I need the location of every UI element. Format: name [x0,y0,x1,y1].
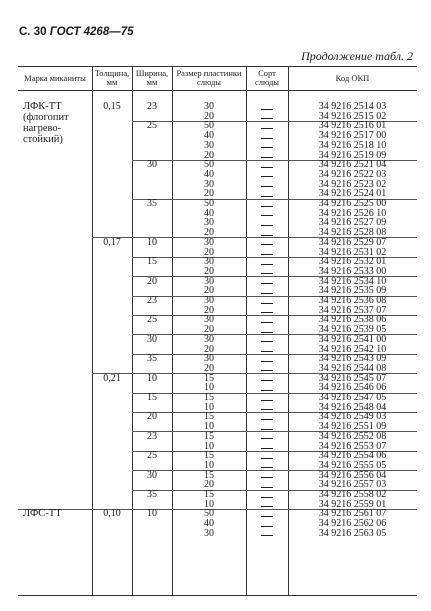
okp-code-cell: 34 9216 2518 10 [318,139,387,151]
okp-code-cell: 34 9216 2541 00 [318,333,387,345]
page-number: С. 30 [19,26,47,38]
thickness-cell: 0,21 [103,372,121,384]
width-cell: 25 [147,450,157,462]
mica-size-cell: 15 [204,489,214,500]
okp-code-cell: 34 9216 2535 09 [318,285,387,297]
thickness-cell: 0,15 [103,101,121,112]
grade-dash-mark [261,215,273,216]
data-table [18,66,417,596]
okp-code-cell: 34 9216 2528 08 [318,227,387,239]
width-cell: 23 [147,101,157,112]
width-cell: 15 [147,392,157,403]
mica-size-cell: 30 [204,275,214,287]
mica-size-cell: 15 [204,450,214,462]
grade-dash-mark [261,341,273,342]
okp-code-cell: 34 9216 2556 04 [318,469,387,481]
header-rule [18,90,417,91]
grade-dash-mark [261,400,273,401]
okp-code-cell: 34 9216 2515 02 [318,110,387,122]
okp-code-cell: 34 9216 2559 01 [318,498,387,510]
mica-size-cell: 20 [204,188,214,200]
okp-code-cell: 34 9216 2516 01 [318,120,387,132]
mica-size-cell: 15 [204,372,214,384]
okp-code-cell: 34 9216 2539 05 [318,324,387,336]
grade-dash-mark [261,516,273,517]
grade-dash-mark [261,409,273,410]
mica-size-cell: 10 [204,440,214,452]
mica-size-cell: 30 [204,178,214,190]
mica-size-cell: 30 [204,256,214,268]
mica-size-cell: 10 [204,421,214,433]
mica-size-cell: 10 [204,382,214,394]
okp-code-cell: 34 9216 2522 03 [318,168,387,180]
width-cell: 15 [147,256,157,268]
okp-code-cell: 34 9216 2521 04 [318,159,387,171]
okp-code-cell: 34 9216 2536 08 [318,295,387,306]
okp-code-cell: 34 9216 2552 08 [318,430,387,442]
col-header-mica-size: Размер пластинки слюды [176,68,242,87]
grade-dash-mark [261,438,273,439]
grade-dash-mark [261,283,273,284]
grade-dash-mark [261,497,273,498]
width-cell: 25 [147,314,157,326]
grade-dash-mark [261,303,273,304]
okp-code-cell: 34 9216 2553 07 [318,440,387,452]
mica-size-cell: 40 [204,130,214,142]
mica-size-cell: 30 [204,314,214,326]
okp-code-cell: 34 9216 2549 03 [318,411,387,423]
grade-dash-mark [261,167,273,168]
col-header-okp-code: Код ОКП [335,72,370,83]
grade-dash-mark [261,526,273,527]
mica-size-cell: 20 [204,265,214,277]
okp-code-cell: 34 9216 2544 08 [318,362,387,374]
mica-size-cell: 20 [204,149,214,161]
width-cell: 10 [147,372,157,384]
mica-size-cell: 30 [204,295,214,306]
grade-dash-mark [261,176,273,177]
col-divider [246,66,247,596]
okp-code-cell: 34 9216 2531 02 [318,246,387,258]
mica-size-cell: 15 [204,469,214,481]
mica-size-cell: 15 [204,430,214,442]
grade-dash-mark [261,147,273,148]
okp-code-cell: 34 9216 2548 04 [318,401,387,413]
mica-size-cell: 40 [204,207,214,219]
okp-code-cell: 34 9216 2523 02 [318,178,387,190]
col-header-thickness: Толщина, мм [94,68,130,87]
grade-dash-mark [261,264,273,265]
okp-code-cell: 34 9216 2527 09 [318,217,387,229]
grade-dash-mark [261,419,273,420]
mica-size-cell: 15 [204,392,214,403]
width-cell: 10 [147,236,157,248]
mark-cell: ЛФС-ТТ [23,508,62,520]
mica-size-cell: 30 [204,353,214,365]
grade-dash-mark [261,273,273,274]
okp-code-cell: 34 9216 2524 01 [318,188,387,200]
width-cell: 30 [147,469,157,481]
width-cell: 35 [147,198,157,209]
standard-number: ГОСТ 4268—75 [49,26,134,38]
mica-size-cell: 20 [204,285,214,297]
okp-code-cell: 34 9216 2525 00 [318,198,387,209]
okp-code-cell: 34 9216 2533 00 [318,265,387,277]
mica-size-cell: 50 [204,120,214,132]
grade-dash-mark [261,506,273,507]
width-cell: 30 [147,333,157,345]
okp-code-cell: 34 9216 2562 06 [318,518,387,530]
mica-size-cell: 30 [204,217,214,229]
okp-code-cell: 34 9216 2538 06 [318,314,387,326]
width-cell: 30 [147,159,157,171]
table-continuation-label: Продолжение табл. 2 [301,49,413,63]
mica-size-cell: 20 [204,343,214,355]
okp-code-cell: 34 9216 2558 02 [318,489,387,500]
mica-size-cell: 50 [204,508,214,520]
col-header-mark: Марка миканиты [24,72,86,83]
col-header-mica-grade: Сорт слюды [255,68,279,87]
grade-dash-mark [261,312,273,313]
okp-code-cell: 34 9216 2551 09 [318,421,387,433]
okp-code-cell: 34 9216 2537 07 [318,304,387,316]
okp-code-cell: 34 9216 2534 10 [318,275,387,287]
okp-code-cell: 34 9216 2554 06 [318,450,387,462]
grade-dash-mark [261,109,273,110]
mica-size-cell: 30 [204,527,214,539]
grade-dash-mark [261,351,273,352]
mica-size-cell: 20 [204,324,214,336]
grade-dash-mark [261,128,273,129]
mica-size-cell: 30 [204,101,214,112]
grade-dash-mark [261,293,273,294]
grade-dash-mark [261,477,273,478]
grade-dash-mark [261,370,273,371]
mica-size-cell: 50 [204,198,214,209]
table-bottom-rule [18,595,417,596]
okp-code-cell: 34 9216 2543 09 [318,353,387,365]
mica-size-cell: 30 [204,236,214,248]
grade-dash-mark [261,235,273,236]
mica-size-cell: 15 [204,411,214,423]
mica-size-cell: 10 [204,498,214,510]
grade-dash-mark [261,206,273,207]
mica-size-cell: 10 [204,459,214,471]
grade-dash-mark [261,196,273,197]
mark-cell: ЛФК-ТТ (флогопит нагрево-стойкий) [23,101,69,145]
grade-dash-mark [261,390,273,391]
okp-code-cell: 34 9216 2526 10 [318,207,387,219]
okp-code-cell: 34 9216 2557 03 [318,479,387,491]
width-cell: 25 [147,120,157,132]
thickness-cell: 0,17 [103,236,121,248]
okp-code-cell: 34 9216 2529 07 [318,236,387,248]
grade-dash-mark [261,535,273,536]
grade-dash-mark [261,186,273,187]
mica-size-cell: 20 [204,246,214,258]
mica-size-cell: 20 [204,479,214,491]
mica-size-cell: 20 [204,304,214,316]
width-cell: 10 [147,508,157,520]
grade-dash-mark [261,332,273,333]
page-header [19,26,134,38]
grade-dash-mark [261,487,273,488]
mica-size-cell: 20 [204,227,214,239]
okp-code-cell: 34 9216 2546 06 [318,382,387,394]
okp-code-cell: 34 9216 2555 05 [318,459,387,471]
mica-size-cell: 30 [204,333,214,345]
col-header-width: Ширина, мм [135,68,169,87]
okp-code-cell: 34 9216 2561 07 [318,508,387,520]
mica-size-cell: 10 [204,401,214,413]
grade-dash-mark [261,225,273,226]
width-cell: 35 [147,353,157,365]
okp-code-cell: 34 9216 2547 05 [318,392,387,403]
mica-size-cell: 40 [204,168,214,180]
mica-size-cell: 40 [204,518,214,530]
width-cell: 23 [147,430,157,442]
mica-size-cell: 20 [204,110,214,122]
grade-dash-mark [261,458,273,459]
grade-dash-mark [261,380,273,381]
okp-code-cell: 34 9216 2563 05 [318,527,387,539]
grade-dash-mark [261,361,273,362]
grade-dash-mark [261,448,273,449]
grade-dash-mark [261,118,273,119]
thickness-cell: 0,10 [103,508,121,520]
okp-code-cell: 34 9216 2519 09 [318,149,387,161]
width-cell: 23 [147,295,157,306]
okp-code-cell: 34 9216 2542 10 [318,343,387,355]
mica-size-cell: 20 [204,362,214,374]
grade-dash-mark [261,322,273,323]
okp-code-cell: 34 9216 2514 03 [318,101,387,112]
width-cell: 20 [147,411,157,423]
grade-dash-mark [261,429,273,430]
grade-dash-mark [261,244,273,245]
width-cell: 35 [147,489,157,500]
okp-code-cell: 34 9216 2532 01 [318,256,387,268]
grade-dash-mark [261,254,273,255]
mica-size-cell: 30 [204,139,214,151]
mica-size-cell: 50 [204,159,214,171]
okp-code-cell: 34 9216 2545 07 [318,372,387,384]
grade-dash-mark [261,138,273,139]
okp-code-cell: 34 9216 2517 00 [318,130,387,142]
grade-dash-mark [261,157,273,158]
width-cell: 20 [147,275,157,287]
grade-dash-mark [261,467,273,468]
